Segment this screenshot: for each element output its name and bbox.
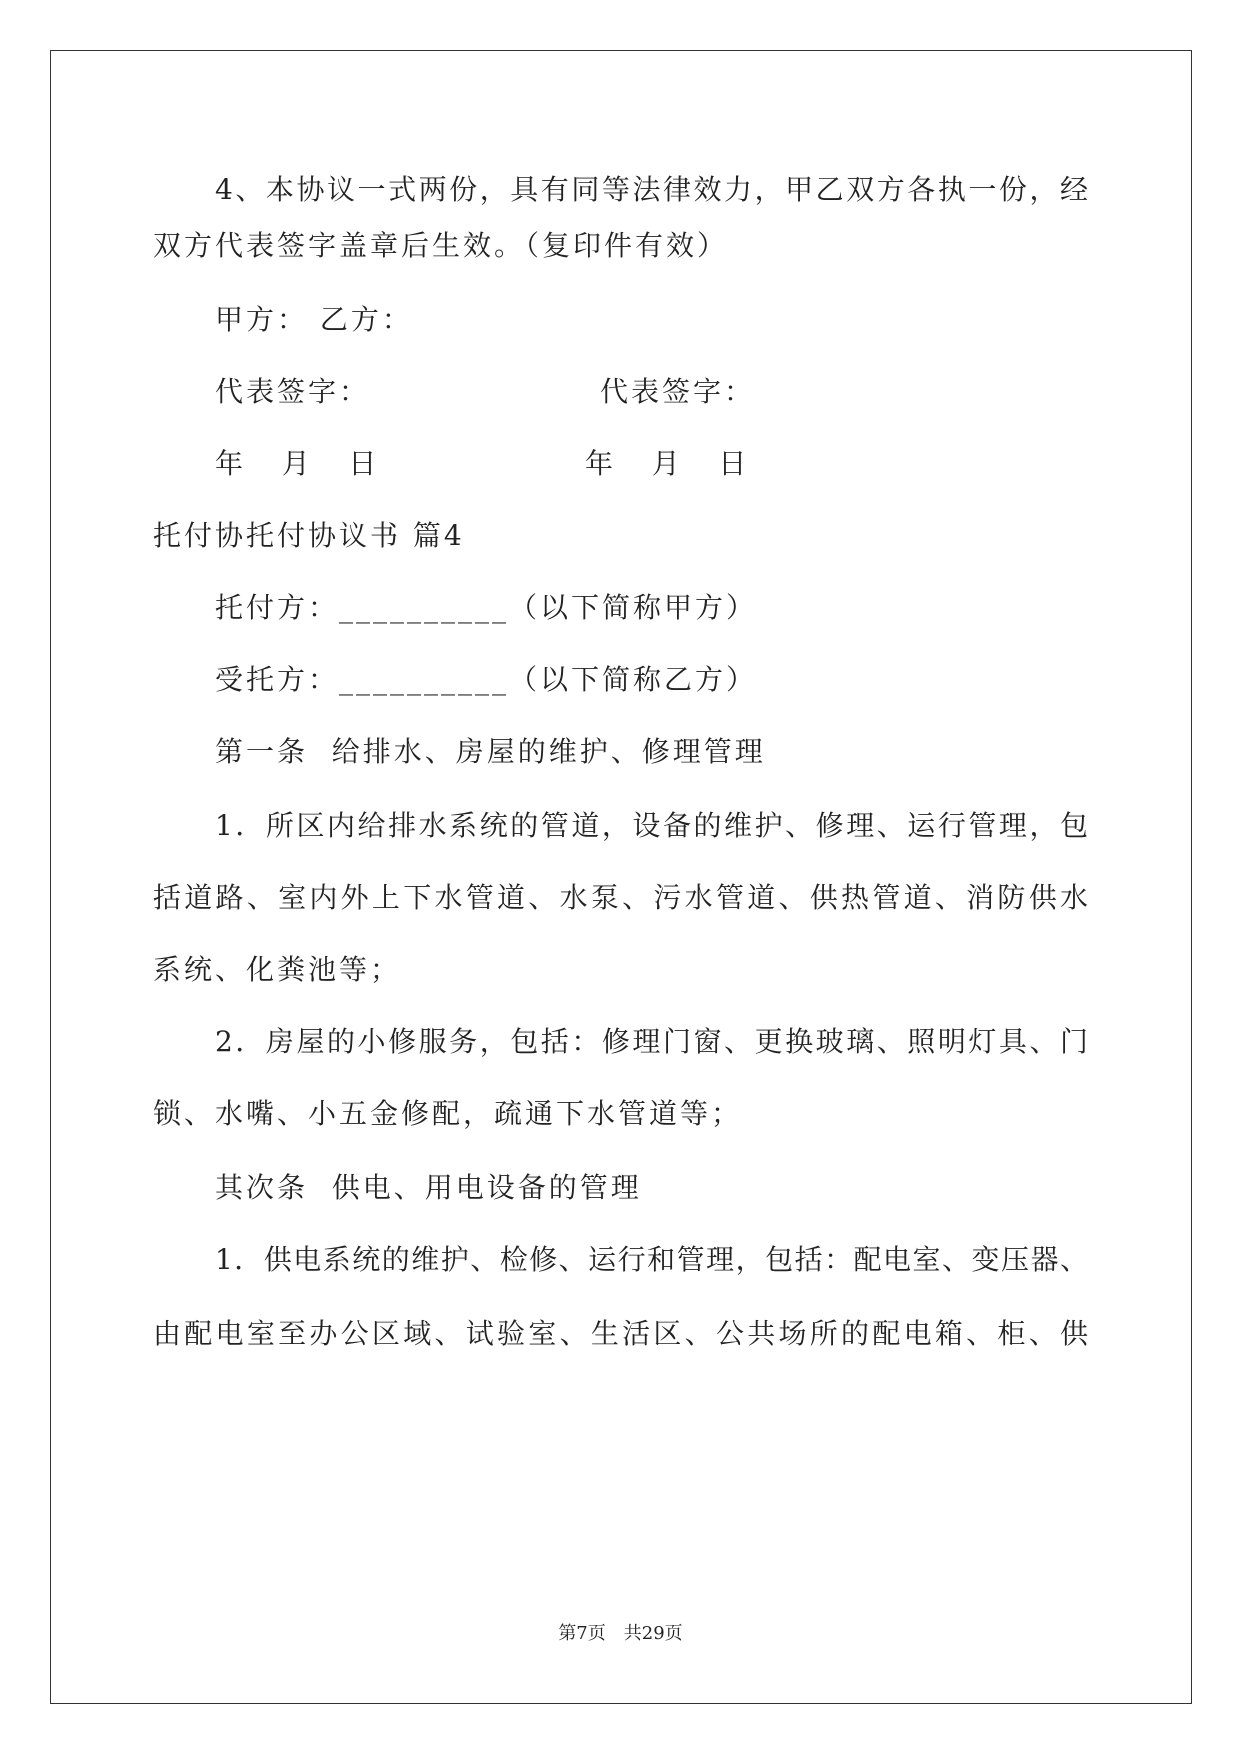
section-title: 托付协托付协议书 篇4 [153,519,465,552]
paragraph-line: 2．房屋的小修服务，包括：修理门窗、更换玻璃、照明灯具、门 [215,1025,1088,1058]
paragraph-line: 1．供电系统的维护、检修、运行和管理，包括：配电室、变压器、 [215,1243,1088,1276]
signature-label-left: 代表签字： [215,375,371,408]
paragraph-line: 4、本协议一式两份，具有同等法律效力，甲乙双方各执一份，经 [215,173,1088,206]
article-title: 其次条 供电、用电设备的管理 [215,1171,642,1204]
parties-line: 甲方： 乙方： [215,303,413,336]
paragraph-line: 1．所区内给排水系统的管道，设备的维护、修理、运行管理，包 [215,809,1088,842]
signature-label-right: 代表签字： [600,375,756,408]
paragraph-line: 锁、水嘴、小五金修配，疏通下水管道等； [153,1097,743,1130]
paragraph-line: 由配电室至办公区域、试验室、生活区、公共场所的配电箱、柜、供 [153,1317,1088,1350]
page-border [50,50,1192,1704]
page-footer [0,1622,1241,1646]
party-b-line: 受托方：__________（以下简称乙方） [215,663,758,696]
date-left: 年 月 日 [215,447,380,480]
party-a-line: 托付方：__________（以下简称甲方） [215,591,758,624]
date-right: 年 月 日 [585,447,750,480]
page-number: 第7页 [558,1623,606,1644]
paragraph-line: 括道路、室内外上下水管道、水泵、污水管道、供热管道、消防供水 [153,881,1088,914]
paragraph-line: 双方代表签字盖章后生效。（复印件有效） [153,229,729,262]
paragraph-line: 系统、化粪池等； [153,953,402,986]
page-total: 共29页 [623,1623,683,1644]
article-title: 第一条 给排水、房屋的维护、修理管理 [215,735,766,768]
